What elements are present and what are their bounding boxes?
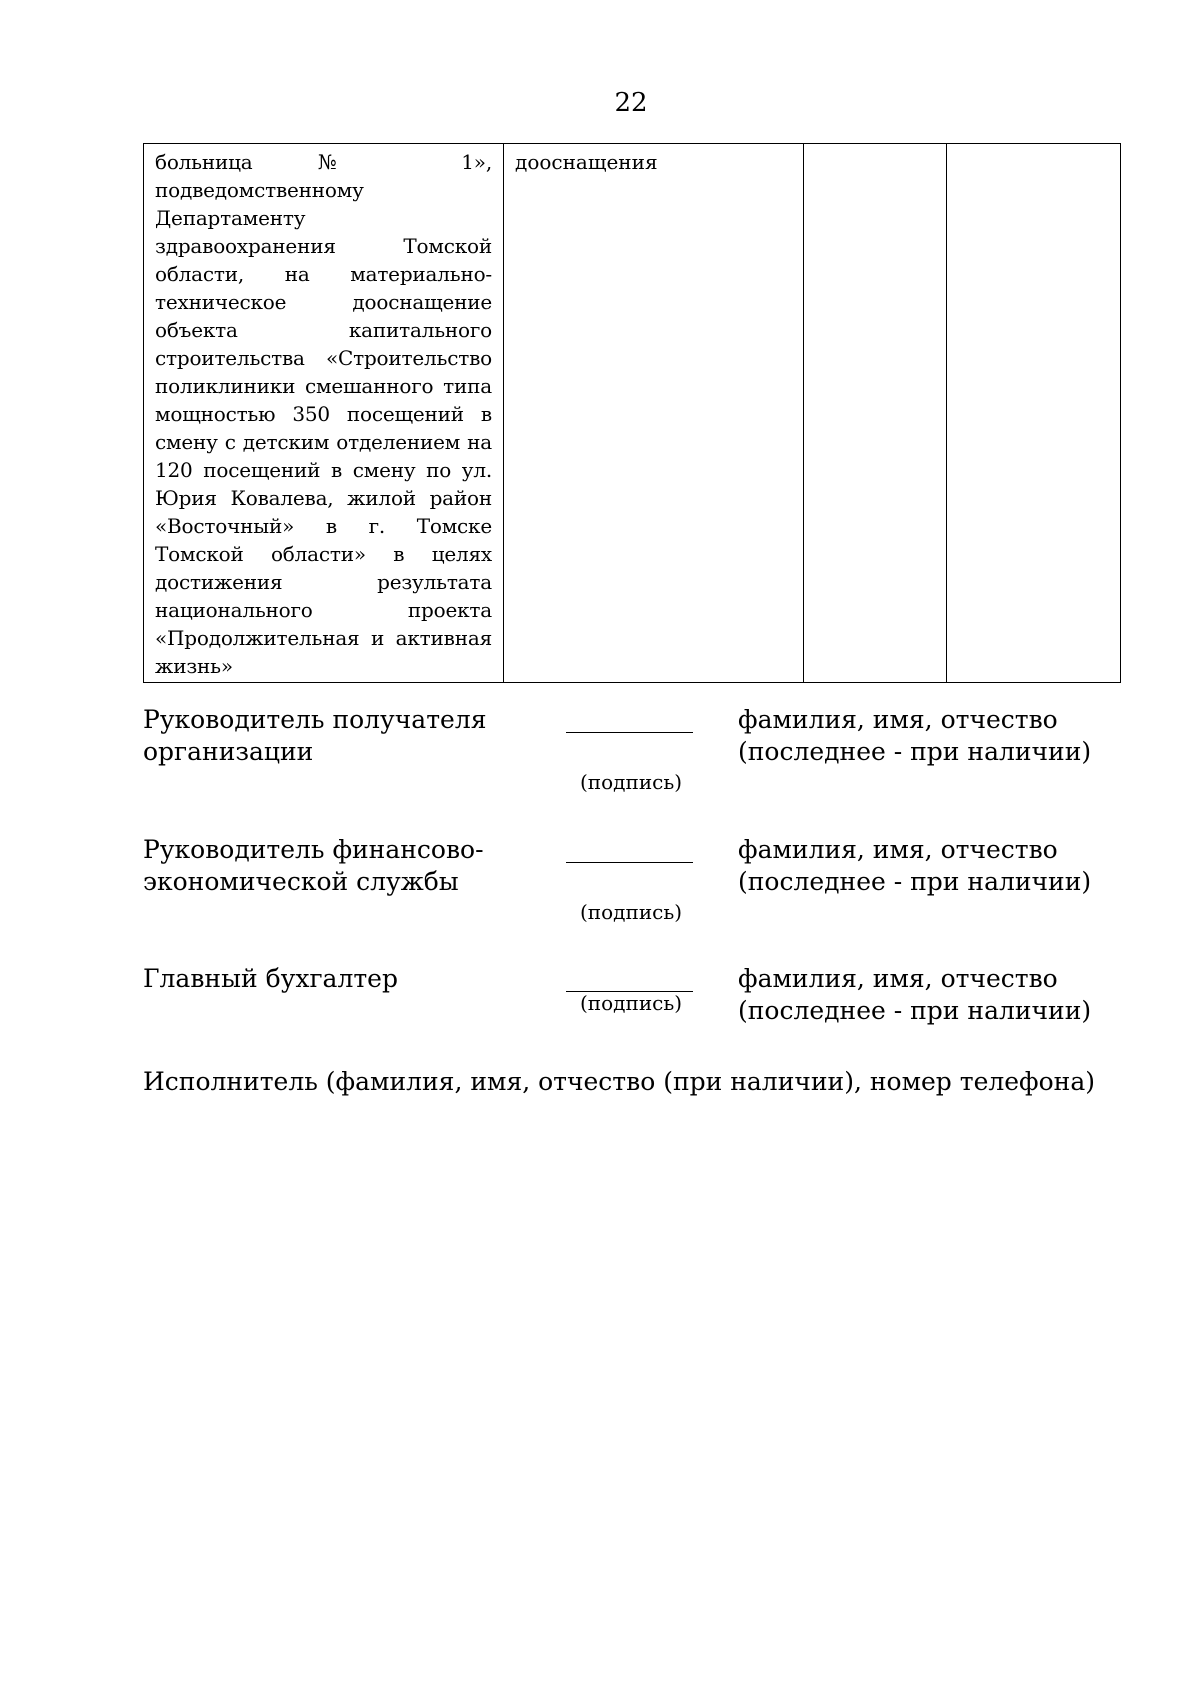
signature-block-finance — [143, 834, 1103, 934]
signature-caption: (подпись) — [580, 900, 683, 924]
signature-role: Руководитель финансово-экономической службы — [143, 835, 484, 896]
table-cell-empty-1 — [804, 144, 947, 683]
name-hint: фамилия, имя, отчество (последнее - при наличии) — [738, 835, 1092, 896]
signature-caption: (подпись) — [580, 991, 683, 1015]
signature-role: Руководитель получателя организации — [143, 705, 487, 766]
name-hint: фамилия, имя, отчество (последнее - при наличии) — [738, 705, 1092, 766]
signature-block-manager — [143, 704, 1103, 804]
table-cell-purpose: дооснащения — [504, 144, 804, 683]
signature-line — [566, 862, 693, 863]
document-table — [143, 143, 1121, 683]
signature-block-accountant — [143, 963, 1103, 1043]
executor-line: Исполнитель (фамилия, имя, отчество (при наличии), номер телефона) — [143, 1067, 1096, 1096]
signature-role: Главный бухгалтер — [143, 964, 398, 993]
signature-caption: (подпись) — [580, 770, 683, 794]
table-row — [144, 144, 1121, 683]
table-cell-empty-2 — [947, 144, 1121, 683]
name-hint: фамилия, имя, отчество (последнее - при наличии) — [738, 964, 1092, 1025]
page-number: 22 — [614, 88, 648, 118]
signature-line — [566, 732, 693, 733]
table-cell-description: больница № 1», подведомственному Департаменту здравоохранения Томской области, на материально-техническое дооснащение объекта капитального строительства «Строительство поликлиники смешанного типа мощностью 350 посещений в смену с детским отделением на 120 посещений в смену по ул. Юрия Ковалева, жилой район «Восточный» в г. Томске Томской области» в целях достижения результата национального проекта «Продолжительная и активная жизнь» — [144, 144, 504, 683]
